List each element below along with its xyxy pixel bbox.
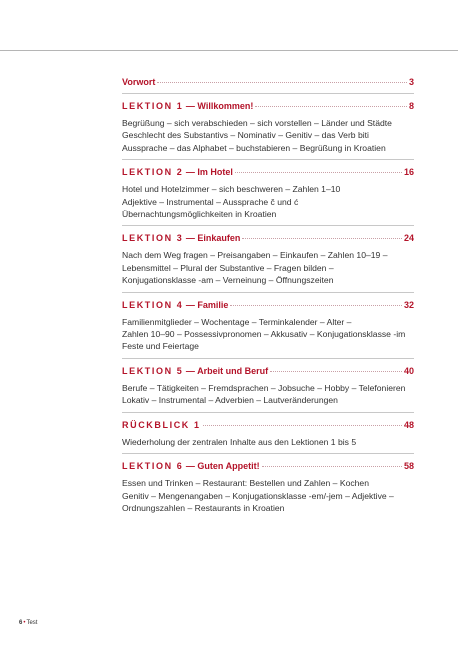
page-footer [19,620,37,626]
title-dash: — [183,167,198,178]
page-number: 58 [403,461,414,472]
toc-entry[interactable] [122,299,414,353]
section-divider [122,358,414,359]
page-number: 16 [403,167,414,178]
toc-entry-title [122,299,228,311]
toc-entry[interactable] [122,460,414,514]
lesson-label: LEKTION 4 [122,299,184,310]
section-divider [122,292,414,293]
section-divider [122,159,414,160]
lesson-title: Familie [197,299,229,310]
toc-entry-heading[interactable] [122,299,414,311]
toc-entry-title [122,365,268,377]
lesson-title: Guten Appetit! [197,461,260,472]
title-dash: — [183,461,198,472]
toc-entry-title [122,419,201,431]
lesson-title: Im Hotel [197,167,233,178]
lesson-title: Einkaufen [197,233,241,244]
toc-entry[interactable] [122,166,414,220]
toc-entry-heading[interactable] [122,365,414,377]
lesson-label: RÜCKBLICK 1 [122,419,201,430]
toc-entry-heading[interactable] [122,166,414,178]
lesson-label: LEKTION 5 [122,365,184,376]
dot-leader [270,371,402,372]
description-line: Übernachtungsmöglichkeiten in Kroatien [122,209,277,220]
description-line: Berufe – Tätigkeiten – Fremdsprachen – Jobsuche – Hobby – Telefonieren [122,382,406,393]
dot-leader [235,172,402,173]
section-divider [122,453,414,454]
toc-entry-heading[interactable] [122,76,414,88]
section-divider [122,93,414,94]
description-line: Wiederholung der zentralen Inhalte aus den Lektionen 1 bis 5 [122,436,357,447]
description-line: Familienmitglieder – Wochentage – Terminkalender – Alter – [122,316,352,327]
title-dash: — [183,101,198,111]
toc-entry[interactable] [122,419,414,448]
page-number: 3 [408,77,414,87]
toc-entry-heading[interactable] [122,419,414,431]
toc-entry-description [122,477,414,514]
toc-entry-description [122,117,414,154]
lesson-title: Arbeit und Beruf [197,365,269,376]
toc-entry[interactable] [122,365,414,407]
table-of-contents [122,76,414,514]
description-line: Zahlen 10–90 – Possessivpronomen – Akkusativ – Konjugationsklasse -im [122,329,406,340]
page-number: 40 [403,365,414,376]
dot-leader [157,82,407,83]
toc-entry-title [122,232,240,244]
toc-entry-heading[interactable] [122,100,414,112]
description-line: Adjektive – Instrumental – Aussprache č und ć [122,196,299,207]
dot-leader [255,106,407,107]
lesson-label: LEKTION 1 [122,101,184,111]
toc-entry-title [122,76,155,88]
description-line: Begrüßung – sich verabschieden – sich vorstellen – Länder und Städte [122,118,392,128]
toc-entry-title [122,166,233,178]
description-line: Genitiv – Mengenangaben – Konjugationsklasse -em/-jem – Adjektive – [122,490,394,501]
toc-entry[interactable] [122,100,414,154]
lesson-title: Vorwort [122,77,156,87]
toc-entry[interactable] [122,76,414,88]
top-rule [0,50,458,51]
description-line: Lokativ – Instrumental – Adverbien – Lautveränderungen [122,395,338,406]
page-number: 8 [408,101,414,111]
toc-entry-description [122,316,414,353]
footer-star-icon: • [23,620,26,626]
footer-label: Test [26,620,38,626]
toc-entry-description [122,436,414,448]
title-dash: — [183,365,198,376]
toc-entry-description [122,382,414,407]
lesson-title: Willkommen! [197,101,254,111]
description-line: Essen und Trinken – Restaurant: Bestellen und Zahlen – Kochen [122,478,369,489]
page-number: 48 [403,419,414,430]
page-number: 32 [403,299,414,310]
title-dash: — [183,233,198,244]
description-line: Geschlecht des Substantivs – Nominativ – Genitiv – das Verb biti [122,130,369,141]
dot-leader [262,466,402,467]
description-line: Hotel und Hotelzimmer – sich beschweren – Zahlen 1–10 [122,184,341,195]
dot-leader [230,305,402,306]
toc-entry-title [122,460,260,472]
description-line: Lebensmittel – Plural der Substantive – Fragen bilden – [122,262,334,273]
dot-leader [203,425,402,426]
section-divider [122,225,414,226]
lesson-label: LEKTION 2 [122,167,184,178]
toc-entry[interactable] [122,232,414,286]
lesson-label: LEKTION 3 [122,233,184,244]
page-number: 24 [403,233,414,244]
title-dash: — [183,299,198,310]
description-line: Aussprache – das Alphabet – buchstabieren – Begrüßung in Kroatien [122,142,386,153]
lesson-label: LEKTION 6 [122,461,184,472]
description-line: Ordnungszahlen – Restaurants in Kroatien [122,502,285,513]
description-line: Nach dem Weg fragen – Preisangaben – Einkaufen – Zahlen 10–19 – [122,250,388,261]
toc-entry-heading[interactable] [122,460,414,472]
toc-entry-title [122,100,253,112]
description-line: Feste und Feiertage [122,341,199,352]
description-line: Konjugationsklasse -am – Verneinung – Öffnungszeiten [122,275,334,286]
toc-entry-description [122,183,414,220]
section-divider [122,412,414,413]
dot-leader [242,238,402,239]
toc-entry-heading[interactable] [122,232,414,244]
footer-page-number: 6 [19,620,23,626]
toc-entry-description [122,249,414,286]
